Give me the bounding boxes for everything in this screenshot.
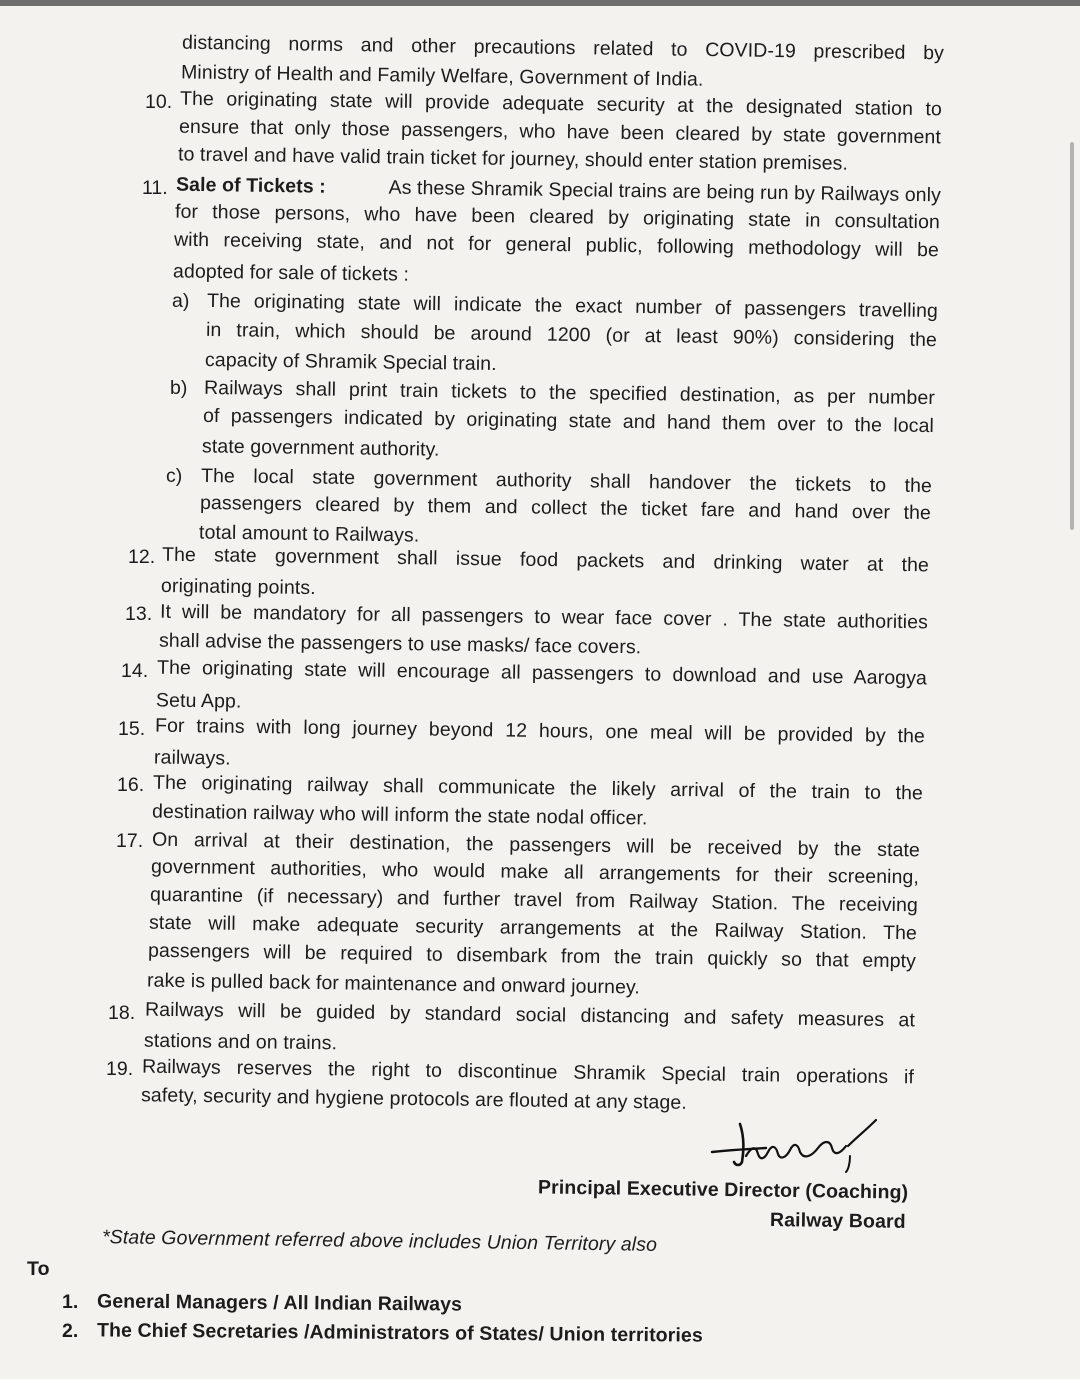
item-number: 19.: [106, 1058, 134, 1080]
item-number: 14.: [121, 660, 149, 682]
item-number: 15.: [118, 718, 146, 740]
item19-line: Railways reserves the right to discontinue Shramik Special train operations if: [141, 1055, 915, 1089]
sub-c-line: passengers cleared by them and collect the ticket fare and hand over the: [199, 491, 932, 525]
sub-b-line: of passengers indicated by originating state and hand them over to the local: [202, 404, 935, 438]
item11-line: As these Shramik Special trains are being run by Railways only: [388, 176, 942, 207]
item11-line: with receiving state, and not for general public, following methodology will be: [173, 228, 940, 262]
sub-item-label: a): [172, 290, 190, 312]
item13-line: It will be mandatory for all passengers to wear face cover . The state authorities: [159, 600, 929, 634]
item12-line: originating points.: [160, 574, 316, 600]
item11-line: for those persons, who have been cleared by originating state in consultation: [174, 200, 941, 234]
recipient-item: General Managers / All Indian Railways: [96, 1290, 463, 1316]
recipient-number: 2.: [62, 1320, 79, 1342]
item17-line: On arrival at their destination, the passengers will be received by the state: [151, 828, 921, 862]
item19-line: safety, security and hygiene protocols are flouted at any stage.: [140, 1084, 687, 1114]
sub-a-line: in train, which should be around 1200 (or at least 90%) considering the: [205, 318, 938, 352]
item17-line: passengers will be required to disembark from the train quickly so that empty: [147, 939, 917, 973]
item-number: 16.: [117, 774, 145, 796]
sub-a-line: The originating state will indicate the exact number of passengers travelling: [206, 289, 939, 323]
signature-mark: [700, 1116, 880, 1176]
item12-line: The state government shall issue food packets and drinking water at the: [161, 543, 930, 577]
item11-heading: Sale of Tickets :: [175, 173, 327, 198]
item-number: 12.: [128, 546, 156, 568]
item16-line: The originating railway shall communicate the likely arrival of the train to the: [152, 771, 924, 805]
item13-line: shall advise the passengers to use masks/ face covers.: [158, 629, 642, 659]
item17-line: quarantine (if necessary) and further travel from Railway Station. The receiving: [149, 883, 919, 917]
sub-c-line: total amount to Railways.: [198, 521, 420, 547]
footnote: *State Government referred above includes Union Territory also: [101, 1226, 658, 1256]
to-label: To: [27, 1258, 50, 1280]
item16-line: destination railway who will inform the state nodal officer.: [151, 800, 648, 830]
sub-c-line: The local state government authority shall handover the tickets to the: [200, 464, 933, 498]
signatory-office: Railway Board: [769, 1209, 906, 1233]
item10-line: ensure that only those passengers, who have been cleared by state government: [178, 115, 942, 149]
item-number: 11.: [142, 177, 168, 199]
recipient-item: The Chief Secretaries /Administrators of States/ Union territories: [96, 1319, 703, 1347]
intro-line-2: Ministry of Health and Family Welfare, Government of India.: [180, 61, 704, 91]
item15-line: For trains with long journey beyond 12 hours, one meal will be provided by the: [154, 714, 926, 748]
sub-a-line: capacity of Shramik Special train.: [204, 348, 497, 376]
sub-item-label: b): [170, 377, 188, 399]
item-number: 13.: [125, 603, 153, 625]
item-number: 10.: [145, 91, 173, 113]
item10-line: to travel and have valid train ticket for journey, should enter station premises.: [177, 143, 849, 175]
item15-line: railways.: [153, 746, 231, 770]
item18-line: Railways will be guided by standard social distancing and safety measures at: [144, 998, 916, 1032]
item14-line: The originating state will encourage all passengers to download and use Aarogya: [156, 656, 928, 690]
scrollbar[interactable]: [1070, 142, 1074, 530]
recipient-number: 1.: [62, 1291, 79, 1313]
item14-line: Setu App.: [155, 689, 242, 713]
item17-line: state will make adequate security arrangements at the Railway Station. The: [148, 911, 918, 945]
sub-b-line: state government authority.: [201, 435, 440, 461]
item10-line: The originating state will provide adequate security at the designated station to: [179, 87, 943, 121]
document-page: [0, 6, 1080, 1379]
sub-b-line: Railways shall print train tickets to the specified destination, as per number: [203, 376, 936, 410]
designation-text: Principal Executive Director (Coaching): [537, 1176, 909, 1204]
sub-item-label: c): [166, 465, 183, 487]
item18-line: stations and on trains.: [143, 1029, 338, 1055]
intro-line-1: distancing norms and other precautions related to COVID-19 prescribed by: [181, 31, 945, 65]
item17-line: rake is pulled back for maintenance and onward journey.: [146, 969, 641, 999]
item17-line: government authorities, who would make all arrangements for their screening,: [150, 855, 920, 889]
item-number: 17.: [116, 830, 144, 852]
item11-line: adopted for sale of tickets :: [172, 260, 410, 286]
item-number: 18.: [108, 1002, 136, 1024]
signatory-designation: [538, 1175, 908, 1204]
